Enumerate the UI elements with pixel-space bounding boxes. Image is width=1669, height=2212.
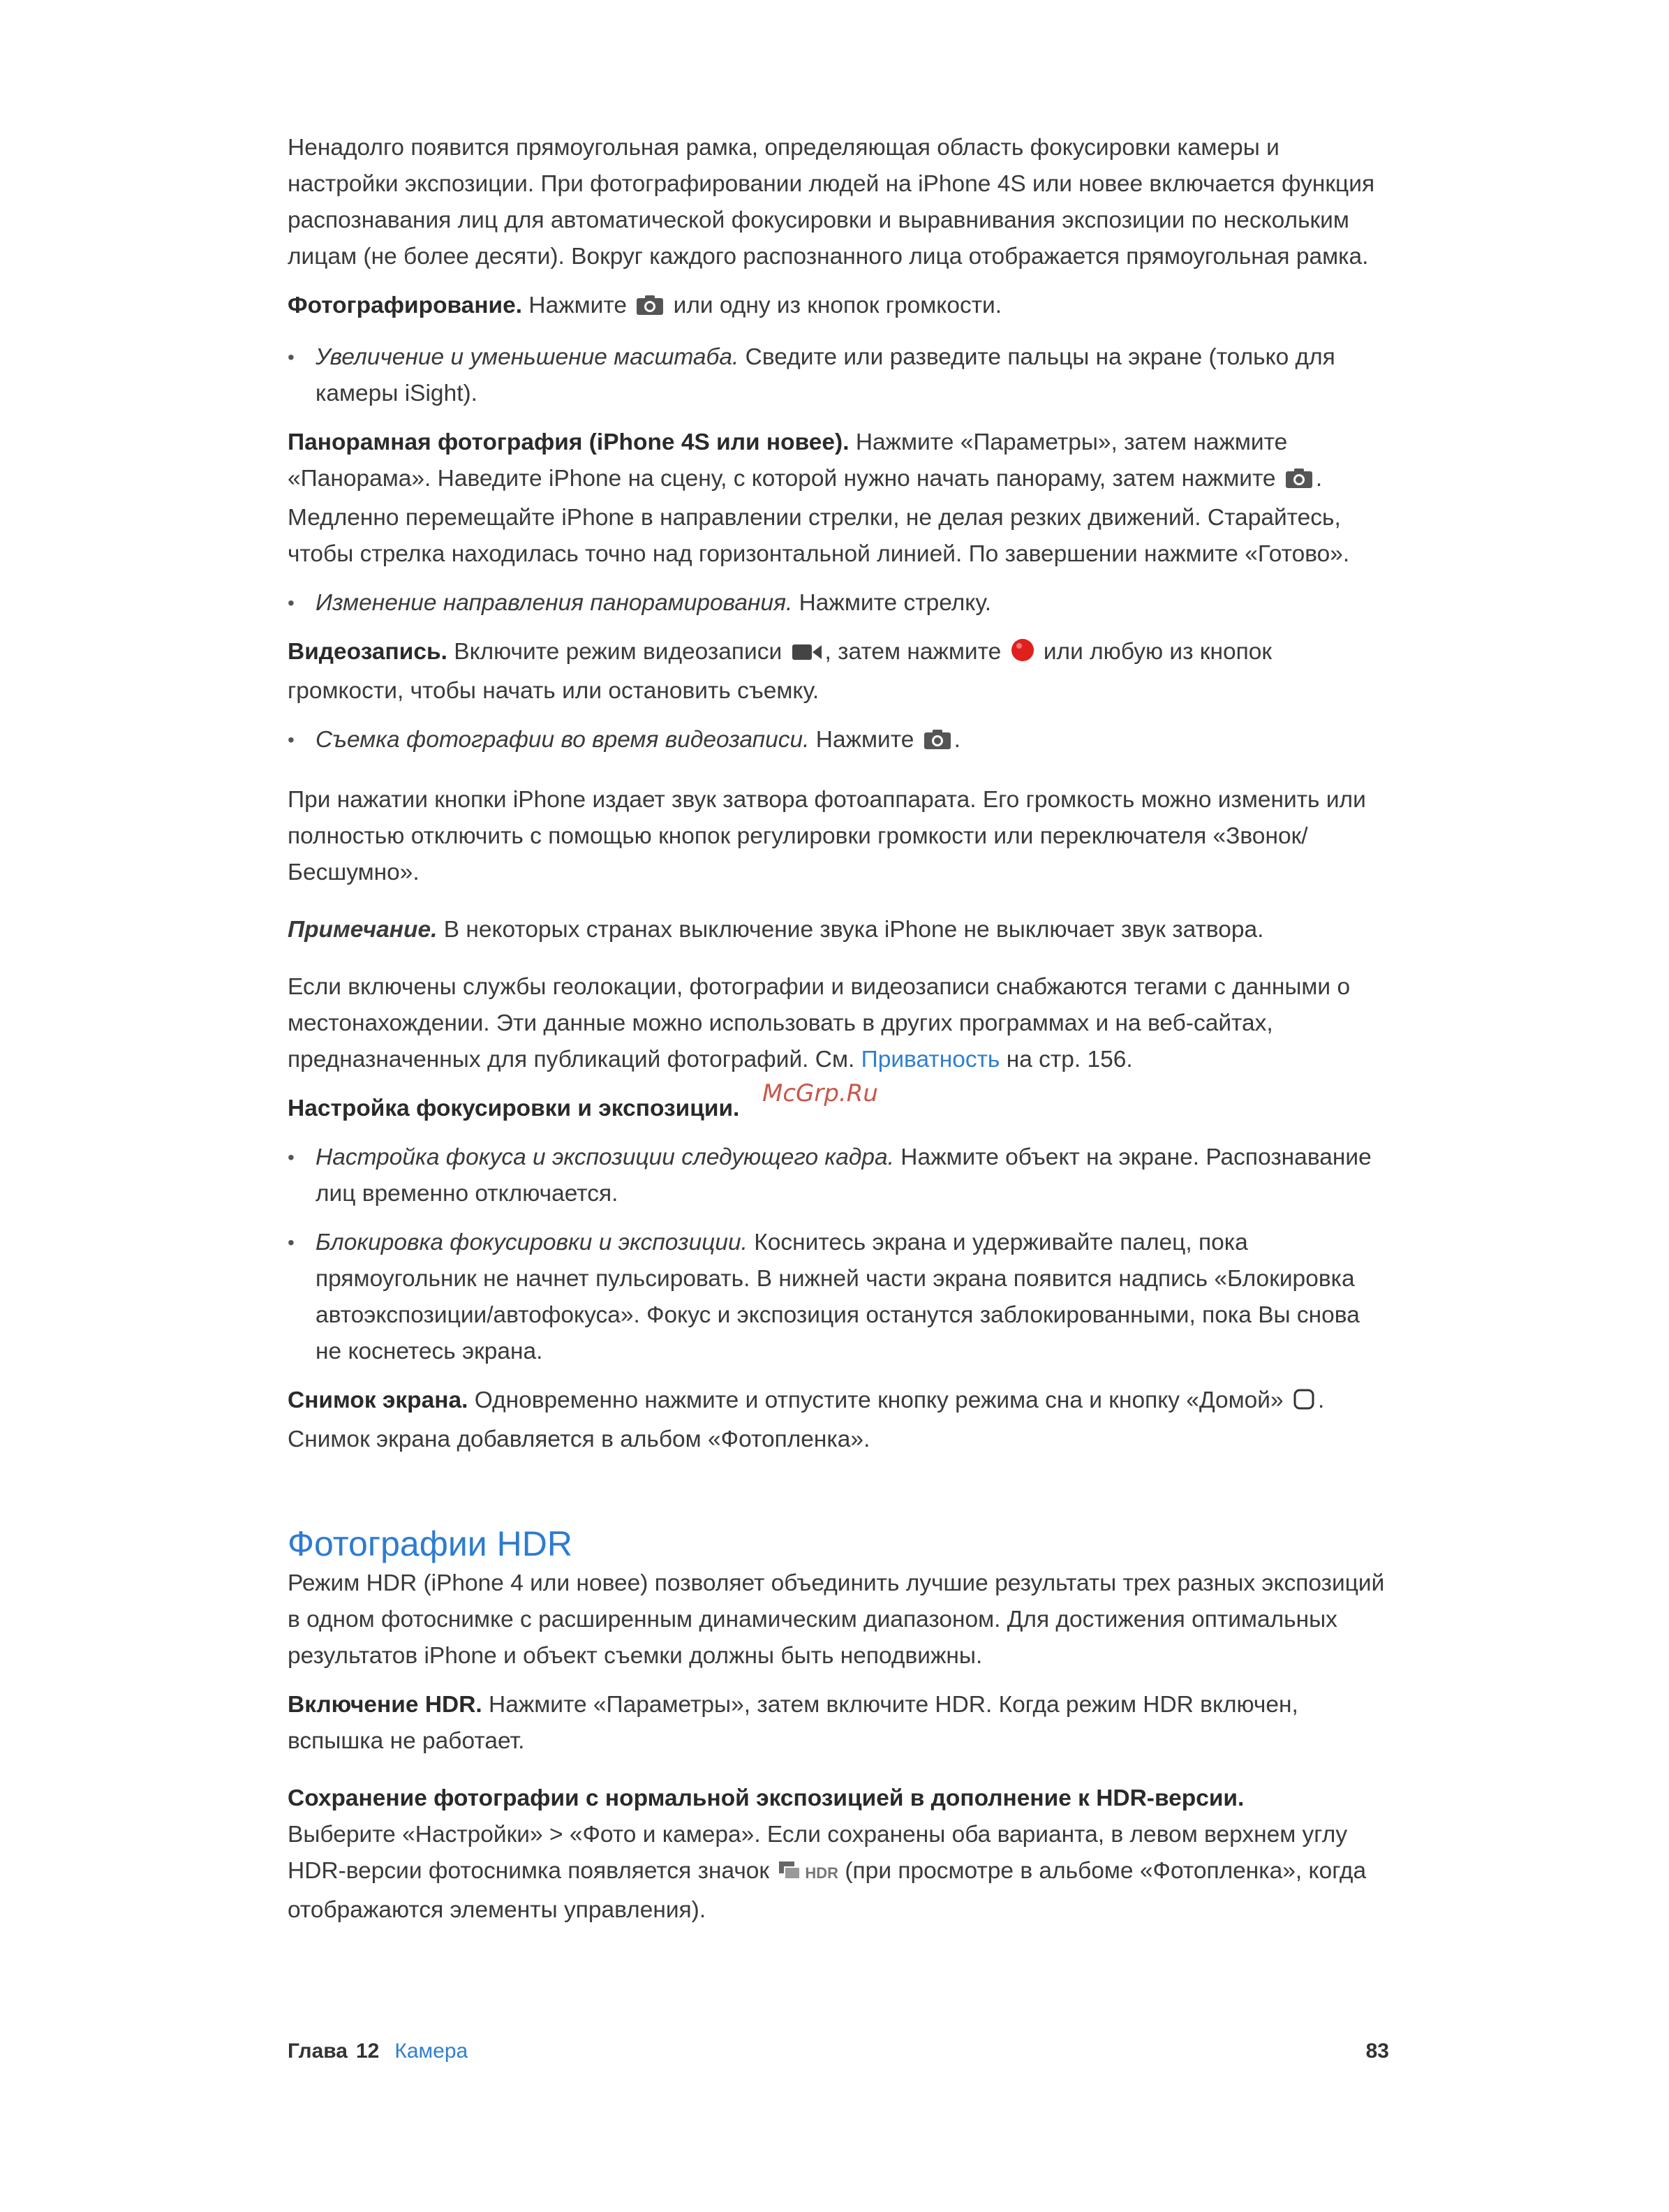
lead-note: Примечание. bbox=[288, 917, 438, 943]
paragraph-photo bbox=[288, 288, 1390, 327]
paragraph-shutter: При нажатии кнопки iPhone издает звук затвора фотоаппарата. Его громкость можно изменить или полностью отключить с помощью кнопок регулировки громкости или переключателя «Звонок/Бесшумно». bbox=[288, 787, 1366, 885]
home-button-icon bbox=[1293, 1385, 1315, 1422]
paragraph-screenshot bbox=[288, 1382, 1390, 1458]
lead-screenshot: Снимок экрана. bbox=[288, 1387, 468, 1413]
lead-focus-next: Настройка фокуса и экспозиции следующего кадра. bbox=[316, 1144, 894, 1170]
screenshot-text-a: Одновременно нажмите и отпустите кнопку режима сна и кнопку «Домой» bbox=[474, 1387, 1284, 1413]
paragraph-hdr-save bbox=[288, 1780, 1390, 1929]
footer-chapter-title[interactable]: Камера bbox=[394, 2040, 468, 2063]
hdr-on-text: Нажмите «Параметры», затем включите HDR. Когда режим HDR включен, вспышка не работает. bbox=[288, 1692, 1298, 1754]
note-text: В некоторых странах выключение звука iPhone не выключает звук затвора. bbox=[443, 917, 1264, 943]
video-text-a: Включите режим видеозаписи bbox=[454, 639, 782, 665]
hdr-badge: HDR bbox=[805, 1864, 839, 1882]
geo-text-a: Если включены службы геолокации, фотографии и видеозаписи снабжаются тегами с данными о местонахождении. Эти данные можно использовать в других программах и на веб-сайтах, предназначенных для публикаций фотографий. См. bbox=[288, 974, 1351, 1072]
paragraph-focus-frame: Ненадолго появится прямоугольная рамка, определяющая область фокусировки камеры и настройки экспозиции. При фотографировании людей на iPhone 4S или новее включается функция распознавания лиц для автоматической фокусировки и выравнивания экспозиции по нескольким лицам (не более десяти). Вокруг каждого распознанного лица отображается прямоугольная рамка. bbox=[288, 135, 1375, 270]
paragraph-video bbox=[288, 634, 1390, 709]
lead-zoom: Увеличение и уменьшение масштаба. bbox=[316, 344, 739, 370]
screenshot-text-b: . Снимок экрана добавляется в альбом «Фотопленка». bbox=[288, 1387, 1325, 1452]
zoom-text: Сведите или разведите пальцы на экране (только для камеры iSight). bbox=[316, 344, 1335, 406]
lead-hdr-on: Включение HDR. bbox=[288, 1692, 482, 1718]
paragraph-hdr-intro: Режим HDR (iPhone 4 или новее) позволяет объединить лучшие результаты трех разных экспозиций в одном фотоснимке с расширенным динамическим диапазоном. Для достижения оптимальных результатов iPhone и объект съемки должны быть неподвижны. bbox=[288, 1570, 1385, 1669]
lead-video-photo: Съемка фотографии во время видеозаписи. bbox=[316, 727, 810, 753]
paragraph-note bbox=[288, 912, 1390, 948]
paragraph-panorama bbox=[288, 425, 1390, 573]
paragraph-hdr-on bbox=[288, 1687, 1390, 1760]
section-title-hdr: Фотографии HDR bbox=[288, 1524, 572, 1563]
paragraph-geo bbox=[288, 969, 1390, 1078]
bullet-video-photo bbox=[288, 722, 1390, 761]
pano-dir-text: Нажмите стрелку. bbox=[799, 590, 992, 616]
privacy-link[interactable]: Приватность bbox=[861, 1047, 1000, 1072]
record-button-icon bbox=[1011, 637, 1034, 673]
bullet-focus-lock bbox=[288, 1225, 1390, 1370]
lead-panorama: Панорамная фотография (iPhone 4S или новее). bbox=[288, 429, 850, 455]
watermark: McGrp.Ru bbox=[762, 1079, 878, 1107]
lead-hdr-save: Сохранение фотографии с нормальной экспозицией в дополнение к HDR-версии. bbox=[288, 1785, 1245, 1811]
photo-text-b: или одну из кнопок громкости. bbox=[673, 293, 1002, 318]
pano-text-a: Нажмите «Параметры», затем нажмите «Панорама». Наведите iPhone на сцену, с которой нужно начать панораму, затем нажмите bbox=[288, 429, 1288, 492]
video-camera-icon bbox=[792, 637, 822, 673]
page-body bbox=[288, 130, 1390, 1929]
hdr-save-text-b: (при просмотре в альбоме «Фотопленка», когда отображаются элементы управления). bbox=[288, 1858, 1367, 1923]
page-footer bbox=[288, 2037, 1390, 2065]
lead-video: Видеозапись. bbox=[288, 639, 447, 665]
focus-lock-text: Коснитесь экрана и удерживайте палец, пока прямоугольник не начнет пульсировать. В нижней части экрана появится надпись «Блокировка автоэкспозиции/автофокуса». Фокус и экспозиция останутся заблокированными, пока Вы снова не коснетесь экрана. bbox=[316, 1230, 1360, 1364]
focus-next-text: Нажмите объект на экране. Распознавание лиц временно отключается. bbox=[316, 1144, 1372, 1207]
footer-chapter-number: 12 bbox=[356, 2040, 380, 2063]
lead-focus-lock: Блокировка фокусировки и экспозиции. bbox=[316, 1230, 748, 1255]
video-text-b: , затем нажмите bbox=[824, 639, 1002, 665]
hdr-copy-icon bbox=[778, 1856, 802, 1892]
photo-text-a: Нажмите bbox=[528, 293, 627, 318]
lead-photo: Фотографирование. bbox=[288, 293, 523, 318]
lead-pano-direction: Изменение направления панорамирования. bbox=[316, 590, 793, 616]
video-text-c: или любую из кнопок громкости, чтобы начать или остановить съемку. bbox=[288, 639, 1273, 704]
video-photo-text-a: Нажмите bbox=[815, 727, 914, 753]
footer-chapter-label: Глава bbox=[288, 2040, 348, 2063]
page-number: 83 bbox=[1365, 2040, 1389, 2063]
hdr-save-text-a: Выберите «Настройки» > «Фото и камера». Если сохранены оба варианта, в левом верхнем углу HDR-версии фотоснимка появляется значок bbox=[288, 1822, 1348, 1884]
bullet-zoom bbox=[288, 339, 1390, 412]
focus-heading: Настройка фокусировки и экспозиции. bbox=[288, 1096, 740, 1121]
camera-icon bbox=[636, 290, 664, 327]
camera-icon bbox=[923, 725, 951, 761]
video-photo-text-b: . bbox=[954, 727, 960, 753]
camera-icon bbox=[1285, 464, 1313, 500]
geo-text-b: на стр. 156. bbox=[1006, 1047, 1133, 1072]
bullet-pano-direction bbox=[288, 585, 1390, 621]
pano-text-b: . Медленно перемещайте iPhone в направлении стрелки, не делая резких движений. Старайтесь, чтобы стрелка находилась точно над горизонтальной линией. По завершении нажмите «Готово». bbox=[288, 466, 1350, 567]
bullet-focus-next bbox=[288, 1140, 1390, 1212]
